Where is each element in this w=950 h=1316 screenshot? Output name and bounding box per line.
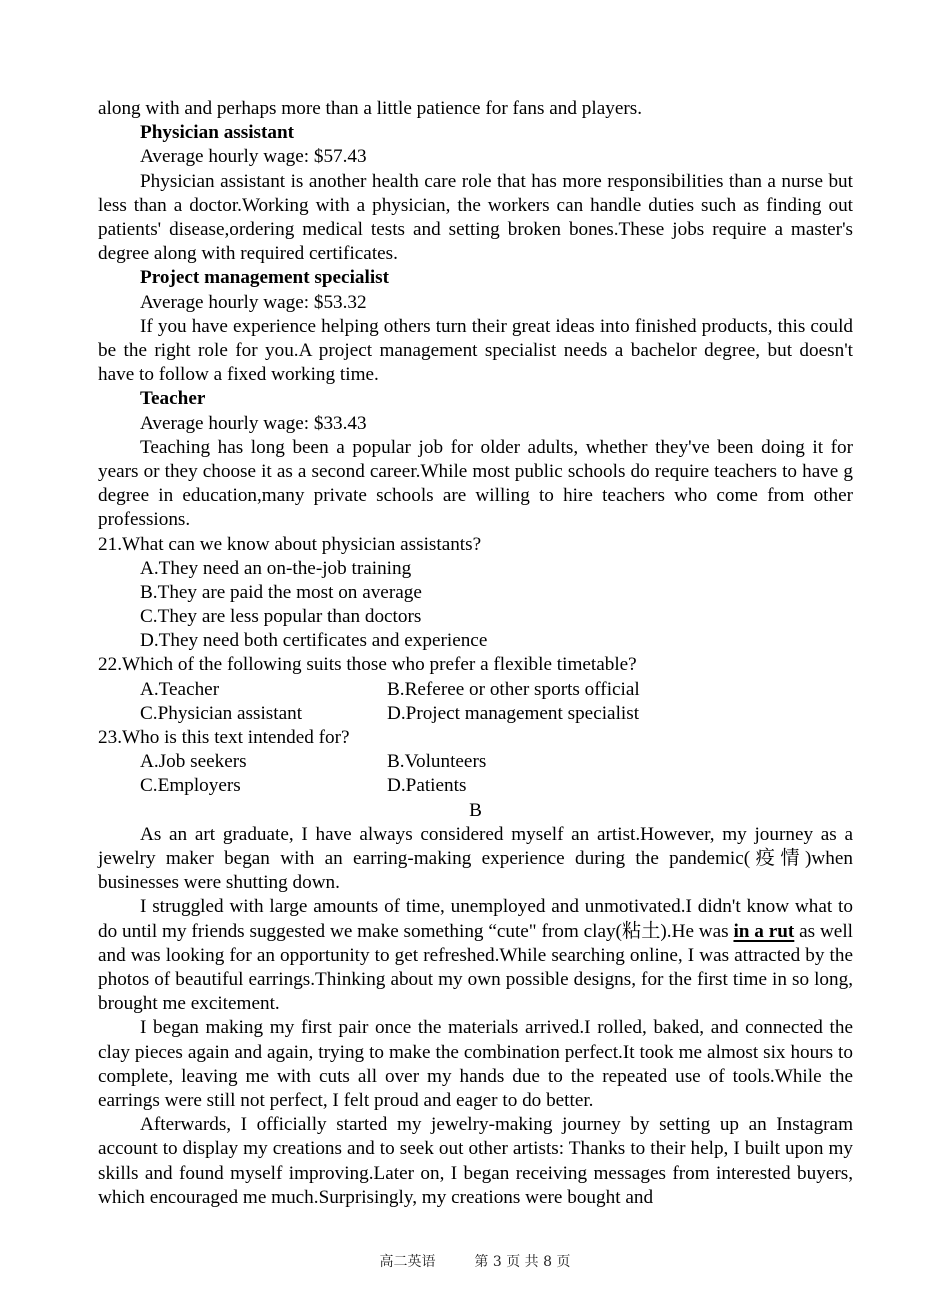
passage-b-paragraph-3: [98, 1016, 853, 1113]
job-description-physician-assistant: [98, 170, 853, 267]
question-23-option-d: D.Patients: [387, 775, 467, 797]
passage-b-paragraph-4-text: Afterwards, I officially started my jewelry-making journey by setting up an Instagram account to display my creations and to seek out other artists: Thanks to their help, I built upon my skills and found myself improving.Later on, I began receiving messages from interested buyers, which encouraged me much.Surprisingly, my creations were bought and: [98, 1114, 853, 1208]
question-23-option-a: A.Job seekers: [140, 751, 247, 773]
question-23-option-b: B.Volunteers: [387, 751, 487, 773]
question-22-option-a: A.Teacher: [140, 678, 220, 700]
passage-b-label: B: [469, 799, 482, 821]
job-description-text: If you have experience helping others turn their great ideas into finished products, this could be the right role for you.A project management specialist needs a bachelor degree, but doesn't have to follow a fixed working time.: [98, 315, 853, 386]
job-description-text: Physician assistant is another health care role that has more responsibilities than a nurse but less than a doctor.Working with a physician, the workers can handle duties such as finding out patients' disease,ordering medical tests and setting broken bones.These jobs require a master's degree along with required certificates.: [98, 170, 853, 265]
question-21-option-c: C.They are less popular than doctors: [140, 606, 422, 628]
question-22-stem: 22.Which of the following suits those who prefer a flexible timetable?: [98, 654, 637, 676]
passage-b-paragraph-1-text: As an art graduate, I have always considered myself an artist.However, my journey as a jewelry maker began with an earring-making experience during the pandemic(疫情)when businesses were shutting down.: [98, 823, 853, 894]
passage-b-paragraph-1: [98, 823, 853, 896]
question-22-options-row-1: [98, 678, 853, 702]
question-21-option-b: B.They are paid the most on average: [140, 581, 422, 603]
job-description-project-management-specialist: [98, 315, 853, 388]
question-22-option-b: B.Referee or other sports official: [387, 678, 640, 700]
question-21-stem: 21.What can we know about physician assistants?: [98, 533, 482, 555]
passage-b-paragraph-2-text: [98, 895, 853, 1016]
question-22-options-row-2: [98, 702, 853, 726]
job-title-project-management-specialist: Project management specialist: [140, 267, 390, 289]
question-23-options-row-2: [98, 774, 853, 798]
job-wage-teacher: Average hourly wage: $33.43: [140, 412, 367, 434]
highlighted-phrase-in-a-rut: in a rut: [733, 920, 795, 942]
page-footer: [0, 1251, 950, 1271]
footer-subject: 高二英语: [379, 1254, 436, 1270]
passage-a-intro-tail: along with and perhaps more than a little patience for fans and players.: [98, 98, 642, 119]
job-description-teacher: [98, 436, 853, 533]
paragraph-2-after: as well and was looking for an opportunity to get refreshed.While searching online, I was attracted by the photos of beautiful earrings.Thinking about my own possible designs, for the first time in so long, brought me excitement.: [98, 920, 853, 1015]
job-description-text: Teaching has long been a popular job for older adults, whether they've been doing it for years or they choose it as a second career.While most public schools do require teachers to have g degree in education,many private schools are willing to hire teachers who come from other professions.: [98, 436, 853, 531]
paragraph-2-before: I struggled with large amounts of time, unemployed and unmotivated.I didn't know what to do until my friends suggested we make something “cute" from clay(粘土).He was: [98, 896, 853, 942]
job-wage-project-management-specialist: Average hourly wage: $53.32: [140, 291, 367, 313]
question-22-option-d: D.Project management specialist: [387, 702, 640, 724]
job-title-teacher: Teacher: [140, 388, 206, 410]
passage-b-paragraph-3-text: I began making my first pair once the materials arrived.I rolled, baked, and connected the clay pieces again and again, trying to make the combination perfect.It took me almost six hours to complete, leaving me with cuts all over my hands due to the repeated use of tools.While the earrings were still not perfect, I felt proud and eager to do better.: [98, 1017, 853, 1112]
question-21-option-d: D.They need both certificates and experience: [140, 630, 488, 652]
footer-page-info: 第 3 页 共 8 页: [474, 1254, 571, 1270]
job-wage-physician-assistant: Average hourly wage: $57.43: [140, 146, 367, 168]
question-22-option-c: C.Physician assistant: [140, 702, 303, 724]
passage-b-paragraph-2: [98, 895, 853, 1016]
question-23-stem: 23.Who is this text intended for?: [98, 727, 350, 749]
passage-b-paragraph-4: [98, 1113, 853, 1210]
question-23-option-c: C.Employers: [140, 775, 241, 797]
exam-page: [98, 97, 853, 1210]
job-title-physician-assistant: Physician assistant: [140, 122, 295, 144]
question-21-option-a: A.They need an on-the-job training: [140, 557, 412, 579]
question-23-options-row-1: [98, 750, 853, 774]
